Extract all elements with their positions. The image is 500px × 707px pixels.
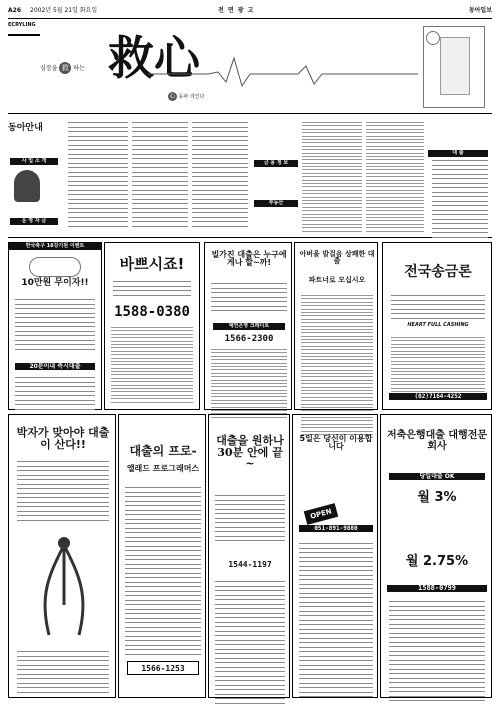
ad8-title: 대출을 원하나 30분 안에 끝~ [216, 434, 284, 471]
ad9-open-stamp: OPEN [304, 503, 339, 525]
subtitle-circle: 救 [59, 62, 71, 74]
ad9-body-text [299, 543, 373, 701]
ad-national-remittance-loan [382, 242, 492, 410]
ad1-footer-text [15, 377, 95, 413]
ad3-tag: 예언은영 크레디트 [213, 323, 285, 330]
section-label-5: 대 출 [428, 150, 488, 157]
ad10-title: 저축은행대출 대행전문회사 [386, 430, 488, 452]
banner-tagline [168, 92, 204, 101]
subtitle-text-1: 심장을 [40, 65, 58, 72]
ad9-title: 5일은 당신이 이용합니다 [299, 434, 373, 452]
ad5-sub: HEART FULL CASHING [407, 322, 469, 328]
ad10-phone: 1588-0799 [387, 585, 487, 592]
subtitle-text-2: 하는 [73, 65, 85, 72]
ad1-sub: 20분이내 즉시대출 [15, 363, 95, 370]
top-banner-ad [8, 22, 492, 114]
text-column-3 [192, 122, 248, 230]
ad2-body-text [111, 327, 193, 405]
ad6-body-text [17, 461, 109, 524]
tagline-text: 동파 리인다 [178, 94, 205, 100]
ad6-dancer-illustration [29, 535, 99, 645]
ad7-body-text [125, 487, 201, 658]
classifieds-title: 동아안내 [8, 123, 43, 133]
person-photo [14, 170, 40, 202]
section-label-4: 부동산 [254, 200, 298, 207]
banner-main-title: 救心 [108, 31, 200, 85]
product-seal [426, 31, 440, 45]
ad1-title: 한국축구 16강기원 이벤트 [9, 243, 101, 250]
ad2-phone: 1588-0380 [114, 304, 190, 320]
tagline-circle: 心 [169, 93, 176, 100]
ad3-body-text [211, 283, 287, 315]
ad-credit-loan [204, 242, 292, 410]
ad4-sub: 파트너로 모십시오 [308, 276, 366, 284]
ad8-phone: 1544-1197 [228, 560, 272, 569]
ad10-tag: 당일대출 OK [389, 473, 485, 480]
ad1-promo: 10만원 무이자!! [21, 278, 89, 288]
ad10-rate1: 월 3% [417, 490, 457, 505]
ad-event-16 [8, 242, 102, 410]
issue-date: 2002년 5월 21일 화요일 [30, 7, 98, 14]
product-box-image [423, 26, 485, 108]
ad9-phone: 051-891-9880 [299, 525, 373, 532]
ad5-body-text [391, 337, 485, 401]
ad-5day-loan [292, 414, 378, 698]
section-label-3: 금 융 정 보 [254, 160, 298, 167]
ad2-intro-text [113, 281, 191, 299]
ad10-rate2: 월 2.75% [405, 554, 469, 569]
ad-busy [104, 242, 200, 410]
logo-rule [8, 34, 40, 36]
ad2-title: 바쁘시죠! [119, 255, 185, 273]
text-column-4 [302, 122, 362, 234]
product-package [440, 37, 470, 95]
ad5-phone: (02)7164-4252 [389, 393, 487, 400]
ad7-sub: 앨래드 프로그래머스 [126, 464, 200, 473]
ad3-title: 빌가진 대출은 누구에게나 할~까! [211, 250, 287, 268]
section-title: 전 면 광 고 [218, 7, 255, 14]
ad-loan-pro [118, 414, 206, 698]
ad1-logo-graphic [29, 257, 81, 277]
text-column-5 [366, 122, 424, 234]
ad-savings-bank-agency [380, 414, 492, 698]
ad7-phone: 1566-1253 [127, 661, 199, 675]
ad-rhythm-loan [8, 414, 116, 698]
ad3-footer-text [211, 349, 287, 420]
classifieds-block [8, 120, 492, 238]
ad5-intro-text [391, 295, 485, 322]
banner-subtitle [40, 62, 85, 74]
page-header [8, 5, 492, 19]
ad8-body-text [215, 495, 285, 545]
ad1-body-text [15, 299, 95, 353]
ad4-title: 아버울 발걸음 상쾌한 대출 [299, 250, 375, 266]
ad7-title: 대출의 프로- [129, 444, 197, 458]
ad-30min-loan [208, 414, 290, 698]
page-number: A26 [8, 7, 21, 14]
ad5-title: 전국송금론 [404, 264, 472, 280]
ad8-footer-text [215, 581, 285, 707]
ecg-line-graphic [148, 52, 418, 92]
banner-logo: ECRYLING [8, 22, 36, 28]
ad3-phone: 1566-2300 [224, 334, 274, 344]
text-column-2 [132, 122, 188, 230]
text-column-1 [68, 122, 128, 230]
ad6-footer-text [17, 651, 109, 696]
ad-partner-loan [294, 242, 378, 410]
section-label-2: 운 영 자 금 [10, 218, 58, 225]
newspaper-name: 동아일보 [468, 7, 492, 14]
ad10-body-text [389, 601, 485, 705]
section-label-1: 사 업 소 개 [10, 158, 58, 165]
text-column-6 [432, 160, 488, 241]
ad6-title: 박자가 맞아야 대출이 산다!! [16, 426, 110, 451]
